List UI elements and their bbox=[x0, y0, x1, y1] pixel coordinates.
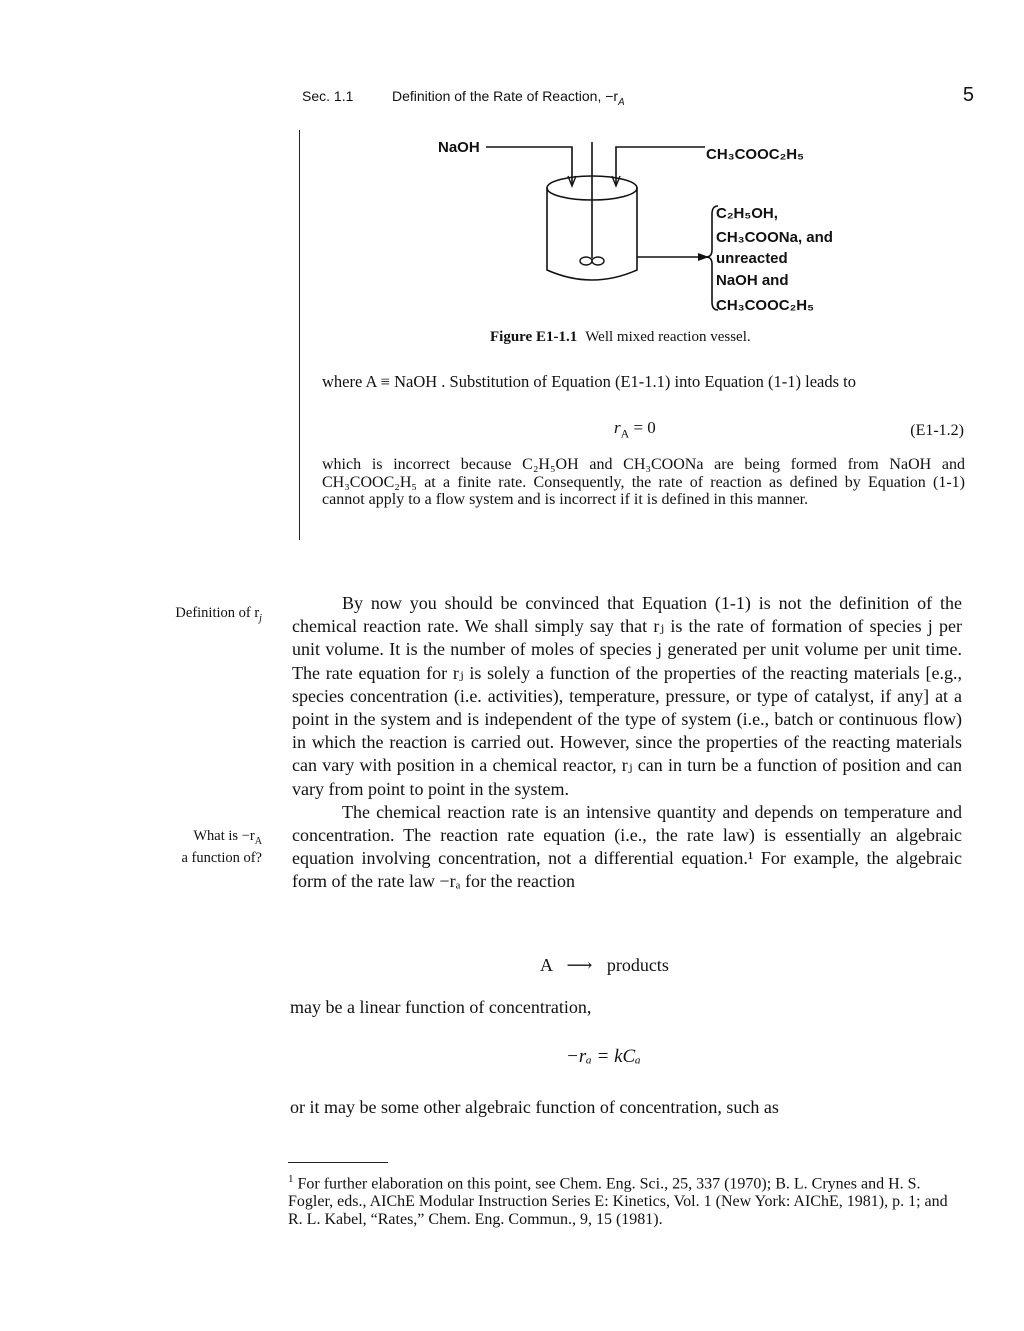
equation-products: products bbox=[606, 955, 669, 975]
inlet-right-pipe bbox=[616, 147, 705, 185]
equation-a-to-products bbox=[540, 955, 669, 976]
equation-ra-zero-var: r bbox=[614, 418, 621, 437]
outlet-line-5: CH₃COOC₂H₅ bbox=[716, 297, 814, 314]
equation-ra-zero-sub: A bbox=[620, 426, 630, 441]
other-function-sentence: or it may be some other algebraic function of concentration, such as bbox=[290, 1097, 779, 1117]
outlet-line-2: CH₃COONa, and bbox=[716, 229, 833, 246]
reaction-arrow-icon: ⟶ bbox=[566, 955, 593, 975]
section-title bbox=[392, 88, 625, 108]
margin-note-what-is-sub: A bbox=[254, 835, 262, 847]
inlet-right-label: CH₃COOC₂H₅ bbox=[706, 146, 804, 163]
footnote bbox=[288, 1170, 958, 1229]
footnote-rule bbox=[288, 1162, 388, 1163]
reaction-vessel-figure bbox=[420, 130, 880, 320]
figure-caption-text: Well mixed reaction vessel. bbox=[585, 329, 751, 345]
margin-note-what-is-text: What is −r bbox=[193, 828, 255, 844]
footnote-mark: 1 bbox=[288, 1173, 294, 1185]
figure-caption bbox=[490, 329, 751, 346]
example-side-rule bbox=[299, 130, 300, 540]
equation-number-e1-1-2: (E1-1.2) bbox=[910, 422, 964, 439]
section-title-text: Definition of the Rate of Reaction, −r bbox=[392, 88, 619, 104]
example-conclusion-paragraph: which is incorrect because C₂H₅OH and CH₃COONa are being formed from NaOH and CH₃COOC₂H₅ at a finite rate. Consequently, the rate of reaction as defined by Equation (1-1) cannot apply to a flow system and is incorrect if it is defined in this manner. bbox=[322, 456, 965, 508]
outlet-line-3: unreacted bbox=[716, 250, 788, 267]
where-sentence: where A ≡ NaOH . Substitution of Equation (E1-1.1) into Equation (1-1) leads to bbox=[322, 372, 857, 391]
running-header bbox=[302, 84, 974, 108]
outlet-line-1: C₂H₅OH, bbox=[716, 205, 778, 222]
figure-caption-label: Figure E1-1.1 bbox=[490, 329, 578, 345]
impeller-left bbox=[580, 257, 592, 265]
outlet-line-4: NaOH and bbox=[716, 272, 789, 289]
main-body bbox=[292, 592, 962, 894]
section-label: Sec. 1.1 bbox=[302, 88, 354, 104]
body-paragraph-1: By now you should be convinced that Equation (1-1) is not the definition of the chemical reaction rate. We shall simply say that rⱼ is the rate of formation of species j per unit volume. It is the number of moles of species j generated per unit volume per unit time. The rate equation for rⱼ is solely a function of the properties of the reacting materials [e.g., species concentration (i.e. activities), temperature, pressure, or type of catalyst, if any] at a point in the system and is independent of the type of system (i.e., batch or continuous flow) in which the reaction is carried out. However, since the properties of the reacting materials can vary with position in a chemical reactor, rⱼ can in turn be a function of position and can vary from point to point in the system. bbox=[292, 593, 962, 799]
margin-note-what-is bbox=[150, 828, 262, 867]
margin-note-definition-text: Definition of r bbox=[175, 605, 260, 621]
equation-ra-zero bbox=[614, 418, 656, 441]
margin-note-definition bbox=[150, 605, 262, 624]
body-paragraph-2: The chemical reaction rate is an intensive quantity and depends on temperature and concentration. The reaction rate equation (i.e., the rate law) is essentially an algebraic equation involving concentration, not a differential equation.¹ For example, the algebraic form of the rate law −rₐ for the reaction bbox=[292, 801, 962, 892]
equation-rate-law-linear: −rₐ = kCₐ bbox=[566, 1046, 641, 1067]
linear-function-sentence: may be a linear function of concentration, bbox=[290, 997, 592, 1017]
impeller-right bbox=[592, 257, 604, 265]
margin-note-definition-sub: j bbox=[259, 612, 262, 624]
equation-ra-zero-rhs: = 0 bbox=[629, 418, 656, 437]
page-number: 5 bbox=[962, 84, 974, 106]
margin-note-what-is-rest: a function of? bbox=[181, 849, 262, 866]
equation-reactant: A bbox=[540, 955, 553, 975]
footnote-text: For further elaboration on this point, see Chem. Eng. Sci., 25, 337 (1970); B. L. Crynes and H. S. Fogler, eds., AIChE Modular Instruction Series E: Kinetics, Vol. 1 (New York: AIChE, 1981), p. 1; and R. L. Kabel, “Rates,” Chem. Eng. Commun., 9, 15 (1981). bbox=[288, 1175, 948, 1229]
inlet-left-label: NaOH bbox=[438, 139, 480, 156]
section-title-sub: A bbox=[618, 96, 625, 108]
